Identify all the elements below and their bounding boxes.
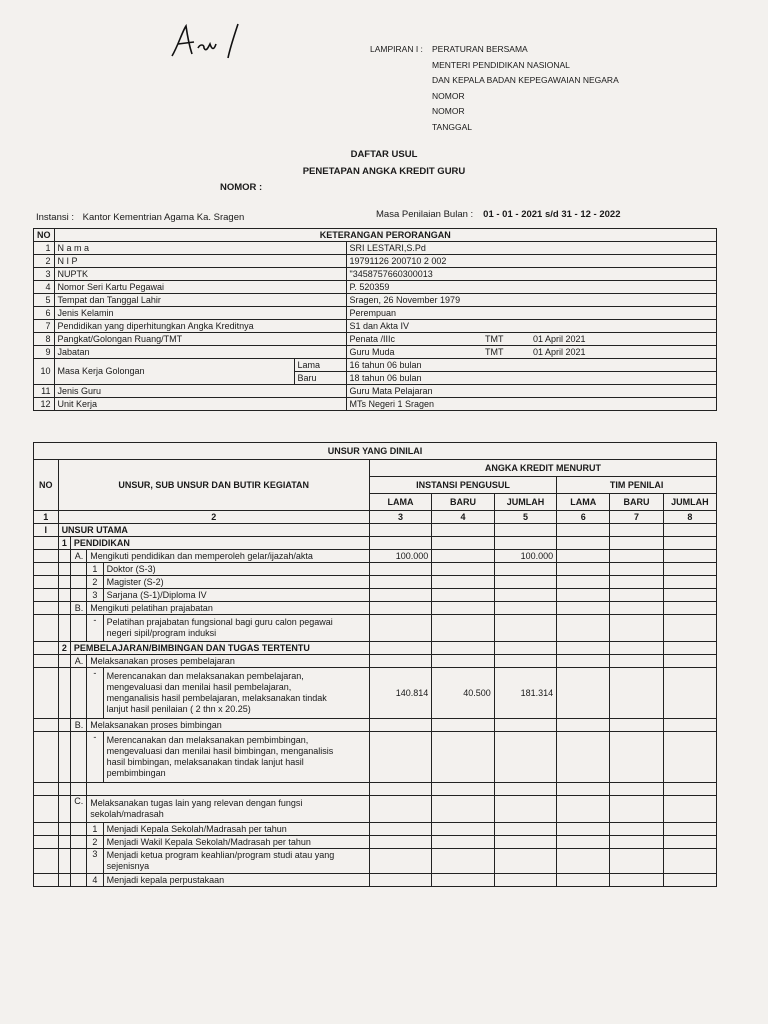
baru-header: BARU <box>432 494 494 511</box>
pembelajaran-label: PEMBELAJARAN/BIMBINGAN DAN TUGAS TERTENTU <box>70 642 369 655</box>
table-row <box>34 563 717 576</box>
dash-marker: - <box>87 732 103 783</box>
row-label: Jenis Guru <box>54 385 346 398</box>
instansi-label: Instansi : <box>36 212 75 223</box>
handwritten-signature <box>168 18 268 64</box>
row-no: 4 <box>87 874 103 887</box>
item-text: Mengikuti pendidikan dan memperoleh gelar/ijazah/akta <box>87 550 370 563</box>
table-row <box>34 524 717 537</box>
row-label: NUPTK <box>54 268 346 281</box>
table-row <box>34 320 717 333</box>
lampiran-label: LAMPIRAN I : <box>370 44 423 54</box>
item-text: pembimbingan <box>106 768 166 778</box>
item-text: Pelatihan prajabatan fungsional bagi guru calon pegawai <box>106 617 333 627</box>
item-text: Menjadi ketua program keahlian/program studi atau yang <box>106 850 335 860</box>
item-text: mengevaluasi dan menilai hasil bimbingan, menganalisis <box>106 746 334 756</box>
item-text: Sarjana (S-1)/Diploma IV <box>103 589 369 602</box>
jumlah-header: JUMLAH <box>663 494 716 511</box>
item-text: sejenisnya <box>106 861 150 871</box>
table-row <box>34 732 717 783</box>
tmt-label: TMT <box>482 333 530 346</box>
tmt-label: TMT <box>482 346 530 359</box>
item-text: Merencanakan dan melaksanakan pembelajaran, <box>106 671 304 681</box>
lampiran-line: MENTERI PENDIDIKAN NASIONAL <box>432 59 570 70</box>
pendidikan-label: PENDIDIKAN <box>70 537 369 550</box>
item-text: Melaksanakan tugas lain yang relevan dengan fungsi <box>90 798 303 808</box>
lama-value: 100.000 <box>369 550 431 563</box>
row-label: N a m a <box>54 242 346 255</box>
table-row <box>34 668 717 719</box>
table-row <box>34 333 717 346</box>
table-header-row <box>34 229 717 242</box>
table-row <box>34 589 717 602</box>
lampiran-line: DAN KEPALA BADAN KEPEGAWAIAN NEGARA <box>432 75 619 85</box>
row-letter: B. <box>70 719 86 732</box>
item-text: negeri sipil/program induksi <box>106 628 217 638</box>
table-row <box>34 268 717 281</box>
row-value: 19791126 200710 2 002 <box>346 255 717 268</box>
table-row <box>34 398 717 411</box>
unsur-col-title: UNSUR, SUB UNSUR DAN BUTIR KEGIATAN <box>58 460 369 511</box>
masa-value: 01 - 01 - 2021 s/d 31 - 12 - 2022 <box>483 209 621 220</box>
instansi-value: Kantor Kementrian Agama Ka. Sragen <box>82 212 245 223</box>
tim-penilai-header: TIM PENILAI <box>557 477 717 494</box>
item-text: mengevaluasi dan menilai hasil pembelajaran, <box>106 682 292 692</box>
row-no: 3 <box>34 268 55 281</box>
col-number: 2 <box>58 511 369 524</box>
tmt-value: 01 April 2021 <box>530 346 717 359</box>
document-title: DAFTAR USUL <box>350 149 418 160</box>
baru-value: 18 tahun 06 bulan <box>346 372 717 385</box>
row-value: Sragen, 26 November 1979 <box>346 294 717 307</box>
no-header: NO <box>34 460 59 511</box>
table-row <box>34 849 717 874</box>
lampiran-line: PERATURAN BERSAMA <box>432 44 528 54</box>
table-row <box>34 655 717 668</box>
lampiran-block <box>370 42 619 135</box>
row-no: 2 <box>87 836 103 849</box>
tmt-value: 01 April 2021 <box>530 333 717 346</box>
row-letter: B. <box>70 602 86 615</box>
lama-header: LAMA <box>369 494 431 511</box>
dash-marker: - <box>87 668 103 719</box>
row-label: Pendidikan yang diperhitungkan Angka Kreditnya <box>54 320 346 333</box>
row-no: 7 <box>34 320 55 333</box>
row-no: 11 <box>34 385 55 398</box>
item-text: sekolah/madrasah <box>90 809 164 819</box>
item-text: hasil bimbingan, melaksanakan tindak lanjut hasil <box>106 757 304 767</box>
item-text: Mengikuti pelatihan prajabatan <box>87 602 370 615</box>
col-number: 7 <box>610 511 663 524</box>
personal-header: KETERANGAN PERORANGAN <box>54 229 717 242</box>
col-number: 6 <box>557 511 610 524</box>
table-row <box>34 294 717 307</box>
lama-header: LAMA <box>557 494 610 511</box>
row-no: 1 <box>87 823 103 836</box>
row-label: Pangkat/Golongan Ruang/TMT <box>54 333 346 346</box>
row-letter: A. <box>70 655 86 668</box>
row-no: 2 <box>87 576 103 589</box>
table-row <box>34 874 717 887</box>
lama-value: 16 tahun 06 bulan <box>346 359 717 372</box>
table-row <box>34 836 717 849</box>
item-text: Menjadi kepala perpustakaan <box>103 874 369 887</box>
jumlah-value: 100.000 <box>494 550 556 563</box>
row-no: 6 <box>34 307 55 320</box>
row-no: 2 <box>58 642 70 655</box>
row-no: 1 <box>34 242 55 255</box>
col-number: 5 <box>494 511 556 524</box>
col-number: 4 <box>432 511 494 524</box>
angka-kredit-header: ANGKA KREDIT MENURUT <box>369 460 716 477</box>
table-row <box>34 346 717 359</box>
table-row <box>34 307 717 320</box>
table-row <box>34 602 717 615</box>
row-no: 3 <box>87 589 103 602</box>
row-label: Tempat dan Tanggal Lahir <box>54 294 346 307</box>
lampiran-line: TANGGAL <box>432 121 472 132</box>
row-letter: A. <box>70 550 86 563</box>
table-row <box>34 796 717 823</box>
column-number-row <box>34 511 717 524</box>
table-row <box>34 550 717 563</box>
row-value: MTs Negeri 1 Sragen <box>346 398 717 411</box>
row-value: Penata /IIIc <box>346 333 482 346</box>
dash-marker: - <box>87 615 103 642</box>
table-row <box>34 385 717 398</box>
unsur-header: UNSUR YANG DINILAI <box>34 443 717 460</box>
masa-penilaian <box>376 209 620 220</box>
item-text: Menjadi Kepala Sekolah/Madrasah per tahun <box>103 823 369 836</box>
table-row <box>34 719 717 732</box>
row-no: 1 <box>87 563 103 576</box>
jumlah-header: JUMLAH <box>494 494 556 511</box>
row-label: Unit Kerja <box>54 398 346 411</box>
table-row <box>34 642 717 655</box>
row-no: 5 <box>34 294 55 307</box>
row-value: Guru Mata Pelajaran <box>346 385 717 398</box>
col-number: 8 <box>663 511 716 524</box>
row-label: Jenis Kelamin <box>54 307 346 320</box>
table-row <box>34 537 717 550</box>
baru-label: Baru <box>294 372 346 385</box>
lampiran-line: NOMOR <box>432 90 465 101</box>
baru-value: 40.500 <box>432 668 494 719</box>
item-text: menganalisis hasil pembelajaran, melaksanakan tindak <box>106 693 327 703</box>
instansi-line <box>36 212 244 223</box>
no-header: NO <box>34 229 55 242</box>
row-label: Jabatan <box>54 346 346 359</box>
instansi-pengusul-header: INSTANSI PENGUSUL <box>369 477 556 494</box>
table-row <box>34 359 717 372</box>
baru-header: BARU <box>610 494 663 511</box>
table-row <box>34 576 717 589</box>
table-row <box>34 615 717 642</box>
row-no: 4 <box>34 281 55 294</box>
table-row <box>34 255 717 268</box>
row-no: 9 <box>34 346 55 359</box>
row-no: 8 <box>34 333 55 346</box>
item-text: Melaksanakan proses pembelajaran <box>87 655 370 668</box>
masa-label: Masa Penilaian Bulan : <box>376 209 474 220</box>
unsur-utama-label: UNSUR UTAMA <box>58 524 369 537</box>
table-row <box>34 823 717 836</box>
jumlah-value: 181.314 <box>494 668 556 719</box>
row-value: Perempuan <box>346 307 717 320</box>
col-number: 1 <box>34 511 59 524</box>
document-subtitle: PENETAPAN ANGKA KREDIT GURU <box>302 166 466 177</box>
col-number: 3 <box>369 511 431 524</box>
row-value: Guru Muda <box>346 346 482 359</box>
row-label: Masa Kerja Golongan <box>54 359 294 385</box>
row-no: 2 <box>34 255 55 268</box>
nomor-label: NOMOR : <box>220 182 263 193</box>
row-no: I <box>34 524 59 537</box>
item-text: Magister (S-2) <box>103 576 369 589</box>
lampiran-line: NOMOR <box>432 106 465 116</box>
row-no: 3 <box>87 849 103 874</box>
row-no: 12 <box>34 398 55 411</box>
item-text: Doktor (S-3) <box>103 563 369 576</box>
row-value: P. 520359 <box>346 281 717 294</box>
row-label: N I P <box>54 255 346 268</box>
row-label: Nomor Seri Kartu Pegawai <box>54 281 346 294</box>
lama-label: Lama <box>294 359 346 372</box>
row-letter: C. <box>70 796 86 823</box>
row-value: SRI LESTARI,S.Pd <box>346 242 717 255</box>
lama-value: 140.814 <box>369 668 431 719</box>
item-text: Menjadi Wakil Kepala Sekolah/Madrasah per tahun <box>103 836 369 849</box>
personal-info-table <box>33 228 717 411</box>
row-value: S1 dan Akta IV <box>346 320 717 333</box>
item-text: lanjut hasil penilaian ( 2 thn x 20.25) <box>106 704 251 714</box>
table-row <box>34 783 717 796</box>
row-no: 1 <box>58 537 70 550</box>
item-text: Melaksanakan proses bimbingan <box>87 719 370 732</box>
item-text: Merencanakan dan melaksanakan pembimbingan, <box>106 735 309 745</box>
table-row <box>34 281 717 294</box>
row-no: 10 <box>34 359 55 385</box>
row-value: "3458757660300013 <box>346 268 717 281</box>
unsur-table <box>33 442 717 887</box>
table-row <box>34 242 717 255</box>
